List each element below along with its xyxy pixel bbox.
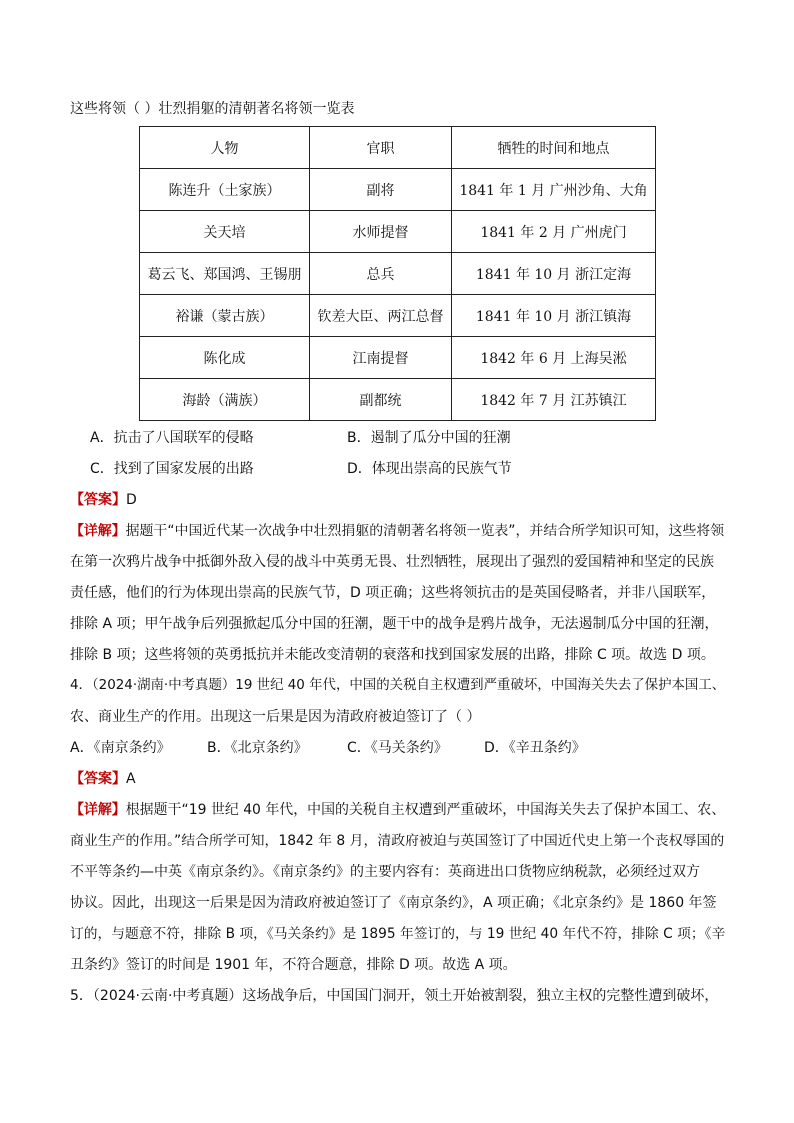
- cell-person: 陈化成: [140, 337, 310, 379]
- cell-time-place: 1842 年 7 月 江苏镇江: [452, 379, 656, 421]
- cell-time-place: 1841 年 2 月 广州虎门: [452, 211, 656, 253]
- q4-detail-line: 不平等条约—中英《南京条约》。《南京条约》的主要内容有：英商进出口货物应纳税款，必须经过双方: [70, 864, 700, 880]
- q3-option-a: A．抗击了八国联军的侵略: [90, 430, 254, 446]
- cell-time-place: 1841 年 10 月 浙江镇海: [452, 295, 656, 337]
- q4-option-a: A．《南京条约》: [70, 740, 171, 756]
- q4-detail-line: 订的，与题意不符，排除 B 项，《马关条约》是 1895 年签订的，与 19 世纪 40 年代不符，排除 C 项；《辛: [70, 926, 726, 942]
- table-row: [140, 337, 656, 379]
- q4-option-c: C．《马关条约》: [347, 740, 448, 756]
- q4-detail-line: 商业生产的作用。”结合所学可知，1842 年 8 月，清政府被迫与英国签订了中国近代史上第一个丧权辱国的: [70, 833, 725, 849]
- q4-option-d: D．《辛丑条约》: [484, 740, 586, 756]
- answer-tag: 【答案】: [70, 771, 126, 787]
- answer-tag: 【答案】: [70, 492, 126, 508]
- answer-value: A: [126, 771, 136, 787]
- generals-table: [139, 126, 656, 421]
- q4-stem-line: 农、商业生产的作用。出现这一后果是因为清政府被迫签订了（ ）: [70, 709, 481, 725]
- answer-value: D: [126, 492, 137, 508]
- q3-detail-line: 排除 A 项；甲午战争后列强掀起瓜分中国的狂潮，题干中的战争是鸦片战争，无法遏制瓜分中国的狂潮，: [70, 616, 719, 632]
- q3-detail-line: [70, 521, 725, 541]
- q4-option-b: B．《北京条约》: [207, 740, 308, 756]
- cell-office: 副都统: [310, 379, 452, 421]
- table-row: [140, 169, 656, 211]
- header-office: 官职: [310, 127, 452, 169]
- table-row: [140, 253, 656, 295]
- cell-person: 海龄（满族）: [140, 379, 310, 421]
- q3-option-c: C．找到了国家发展的出路: [90, 461, 254, 477]
- detail-text: 据题干“中国近代某一次战争中壮烈捐躯的清朝著名将领一览表”，并结合所学知识可知，这些将领: [125, 523, 725, 539]
- table-row: [140, 379, 656, 421]
- detail-tag: 【详解】: [70, 802, 126, 818]
- q4-detail-line: 丑条约》签订的时间是 1901 年，不符合题意，排除 D 项。故选 A 项。: [70, 957, 517, 973]
- q4-detail-line: 协议。因此，出现这一后果是因为清政府被迫签订了《南京条约》，A 项正确；《北京条约》是 1860 年签: [70, 895, 717, 911]
- q4-detail-line: [70, 800, 725, 820]
- cell-office: 江南提督: [310, 337, 452, 379]
- q3-option-b: B．遏制了瓜分中国的狂潮: [347, 430, 511, 446]
- detail-text: 根据题干“19 世纪 40 年代，中国的关税自主权遭到严重破坏，中国海关失去了保护本国工、农、: [125, 802, 726, 818]
- cell-time-place: 1841 年 10 月 浙江定海: [452, 253, 656, 295]
- header-time-place: 牺牲的时间和地点: [452, 127, 656, 169]
- detail-tag: 【详解】: [70, 523, 126, 539]
- table-caption: 这些将领（ ）壮烈捐躯的清朝著名将领一览表: [70, 101, 355, 117]
- cell-person: 葛云飞、郑国鸿、王锡朋: [140, 253, 310, 295]
- cell-person: 陈连升（土家族）: [140, 169, 310, 211]
- table-row: [140, 295, 656, 337]
- q5-stem-line: 5．（2024·云南·中考真题）这场战争后，中国国门洞开，领土开始被割裂，独立主权的完整性遭到破坏，: [70, 988, 719, 1004]
- header-person: 人物: [140, 127, 310, 169]
- cell-person: 关天培: [140, 211, 310, 253]
- cell-office: 钦差大臣、两江总督: [310, 295, 452, 337]
- q3-answer: [70, 490, 725, 510]
- q3-detail-line: 排除 B 项；这些将领的英勇抵抗并未能改变清朝的衰落和找到国家发展的出路，排除 C 项。故选 D 项。: [70, 647, 715, 663]
- q3-detail-line: 在第一次鸦片战争中抵御外敌入侵的战斗中英勇无畏、壮烈牺牲，展现出了强烈的爱国精神和坚定的民族: [70, 554, 714, 570]
- cell-office: 总兵: [310, 253, 452, 295]
- table-header-row: [140, 127, 656, 169]
- cell-time-place: 1841 年 1 月 广州沙角、大角: [452, 169, 656, 211]
- cell-time-place: 1842 年 6 月 上海吴淞: [452, 337, 656, 379]
- table-row: [140, 211, 656, 253]
- q3-detail-line: 责任感，他们的行为体现出崇高的民族气节，D 项正确；这些将领抗击的是英国侵略者，并非八国联军，: [70, 585, 716, 601]
- cell-person: 裕谦（蒙古族）: [140, 295, 310, 337]
- q4-answer: [70, 769, 725, 789]
- q4-stem-line: 4．（2024·湖南·中考真题）19 世纪 40 年代，中国的关税自主权遭到严重破坏，中国海关失去了保护本国工、: [70, 678, 726, 693]
- cell-office: 水师提督: [310, 211, 452, 253]
- cell-office: 副将: [310, 169, 452, 211]
- q3-option-d: D．体现出崇高的民族气节: [347, 461, 512, 477]
